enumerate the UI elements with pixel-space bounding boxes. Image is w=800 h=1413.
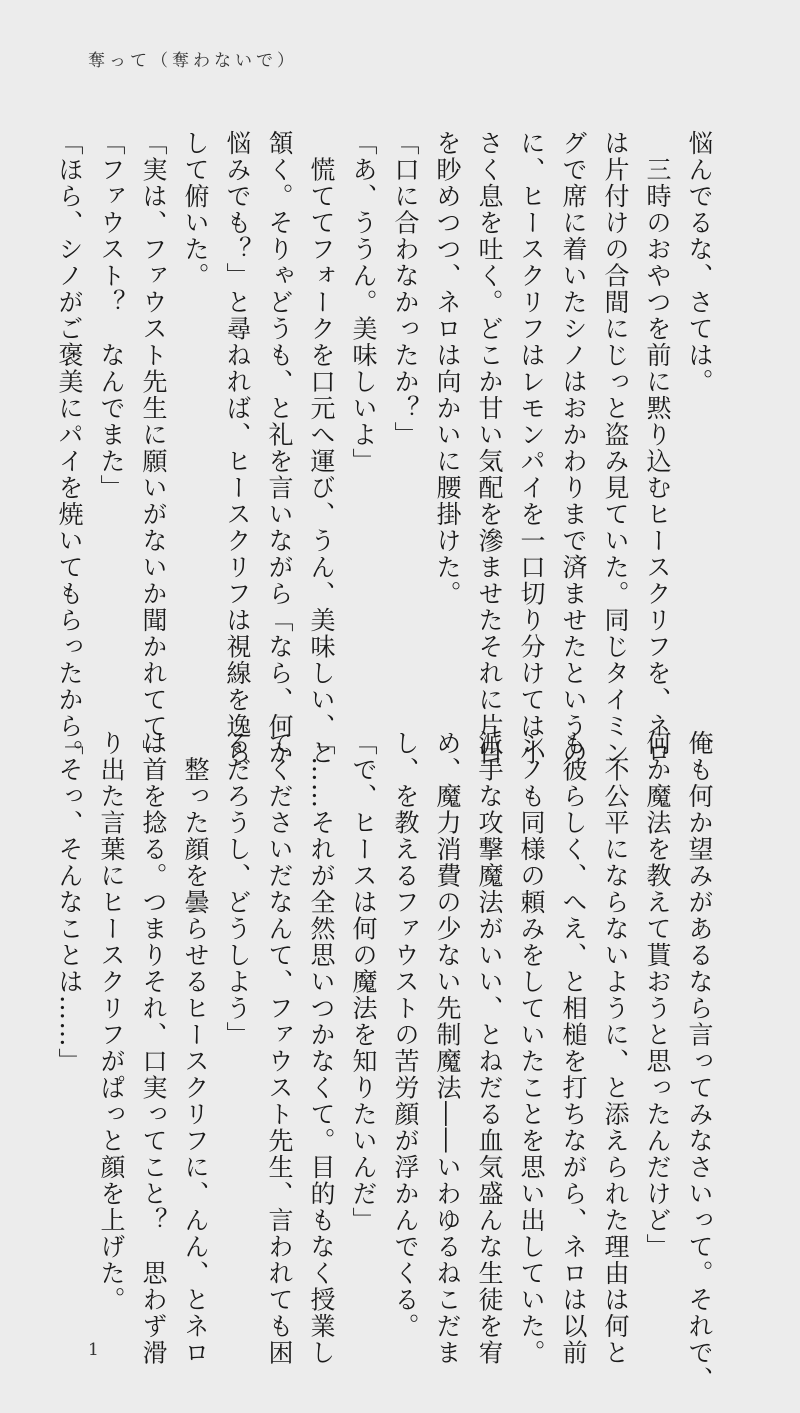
text-line: 三時のおやつを前に黙り込むヒースクリフを、ネロ bbox=[643, 130, 672, 766]
text-line: シノも同様の頼みをしていたことを思い出していた。 bbox=[517, 730, 546, 1366]
text-line: 「そっ、そんなことは……」 bbox=[55, 730, 84, 1075]
text-line: して俯いた。 bbox=[181, 130, 210, 289]
text-block-lower bbox=[48, 730, 720, 1393]
text-line: 俺も何か望みがあるなら言ってみなさいって。それで、 bbox=[685, 730, 714, 1393]
text-line: も彼らしく、へえ、と相槌を打ちながら、ネロは以前 bbox=[559, 730, 588, 1366]
text-line: 慌ててフォークを口元へ運び、うん、美味しい、と bbox=[307, 130, 336, 766]
text-line: さく息を吐く。どこか甘い気配を滲ませたそれに片目 bbox=[475, 130, 504, 766]
text-line: 悩みでも？」と尋ねれば、ヒースクリフは視線を逸ら bbox=[223, 130, 252, 766]
text-line: し、を教えるファウストの苦労顔が浮かんでくる。 bbox=[391, 730, 420, 1340]
text-line: 「……それが全然思いつかなくて。目的もなく授業し bbox=[307, 730, 336, 1366]
text-line: 「実は、ファウスト先生に願いがないか聞かれてて」 bbox=[139, 130, 168, 766]
text-block-upper bbox=[48, 130, 720, 766]
text-line: てくださいだなんて、ファウスト先生、言われても困 bbox=[265, 730, 294, 1366]
text-line: 派手な攻撃魔法がいい、とねだる血気盛んな生徒を宥 bbox=[475, 730, 504, 1366]
text-line: 何か魔法を教えて貰おうと思ったんだけど」 bbox=[643, 730, 672, 1260]
text-line: を眇めつつ、ネロは向かいに腰掛けた。 bbox=[433, 130, 462, 607]
text-line: 悩んでるな、さては。 bbox=[685, 130, 714, 395]
text-line: り出た言葉にヒースクリフがぱっと顔を上げた。 bbox=[97, 730, 126, 1313]
text-line: 「あ、ううん。美味しいよ」 bbox=[349, 130, 378, 475]
text-line: 「口に合わなかったか？」 bbox=[391, 130, 420, 448]
text-line: め、魔力消費の少ない先制魔法――いわゆるねこだま bbox=[433, 730, 462, 1366]
text-line: 「ファウスト？ なんでまた」 bbox=[97, 130, 126, 501]
text-line: るだろうし、どうしよう」 bbox=[223, 730, 252, 1048]
running-header-title: 奪って（奪わないで） bbox=[88, 51, 298, 71]
text-line: グで席に着いたシノはおかわりまで済ませたというの bbox=[559, 130, 588, 766]
page-number: 1 bbox=[88, 1340, 99, 1360]
text-line: は片付けの合間にじっと盗み見ていた。同じタイミン bbox=[601, 130, 630, 766]
text-line: 「で、ヒースは何の魔法を知りたいんだ」 bbox=[349, 730, 378, 1234]
text-line: 「ほら、シノがご褒美にパイを焼いてもらったから。 bbox=[55, 130, 84, 766]
text-line: 不公平にならないように、と添えられた理由は何と bbox=[601, 730, 630, 1366]
text-line: 整った顔を曇らせるヒースクリフに、んん、とネロ bbox=[181, 730, 210, 1366]
text-line: に、ヒースクリフはレモンパイを一口切り分けては小 bbox=[517, 130, 546, 766]
text-line: 頷く。そりゃどうも、と礼を言いながら「なら、何か bbox=[265, 130, 294, 766]
text-line: は首を捻る。つまりそれ、口実ってこと？ 思わず滑 bbox=[139, 730, 168, 1366]
